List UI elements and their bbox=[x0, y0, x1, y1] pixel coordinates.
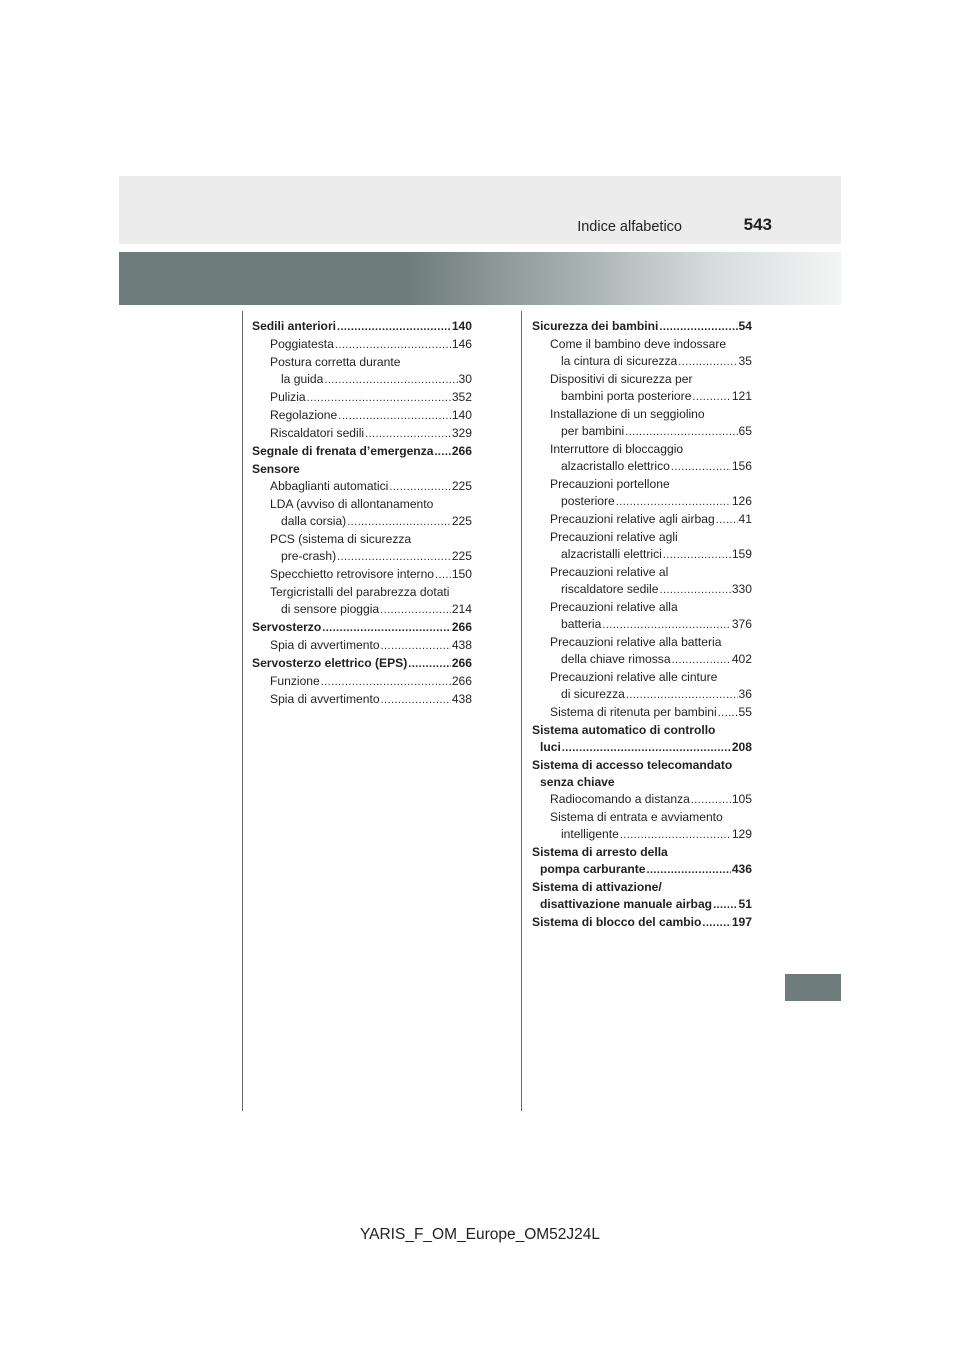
dot-leader bbox=[691, 792, 731, 809]
index-entry bbox=[532, 896, 752, 914]
dot-leader bbox=[324, 372, 457, 389]
index-entry bbox=[252, 389, 472, 407]
dot-leader bbox=[659, 319, 737, 336]
index-entry bbox=[532, 318, 752, 336]
index-entry-text: la cintura di sicurezza bbox=[561, 354, 678, 368]
index-entry-page: 208 bbox=[731, 740, 752, 754]
index-entry-text: Spia di avvertimento bbox=[270, 638, 380, 652]
index-entry-page: 30 bbox=[458, 372, 472, 386]
index-entry-text: Sistema di blocco del cambio bbox=[532, 915, 702, 929]
index-entry-text: batteria bbox=[561, 617, 602, 631]
index-entry bbox=[252, 655, 472, 673]
index-entry bbox=[532, 458, 752, 476]
index-entry-text: Poggiatesta bbox=[270, 337, 334, 351]
index-entry-text: Interruttore di bloccaggio bbox=[550, 442, 684, 456]
index-entry bbox=[532, 546, 752, 564]
index-entry-page: 438 bbox=[451, 638, 472, 652]
dot-leader bbox=[321, 674, 451, 691]
index-entry-page: 402 bbox=[731, 652, 752, 666]
dot-leader bbox=[380, 602, 451, 619]
dot-leader bbox=[692, 389, 730, 406]
index-entry-text: Sistema automatico di controllo bbox=[532, 723, 716, 737]
index-entry-text: per bambini bbox=[561, 424, 625, 438]
index-entry-text: Segnale di frenata d’emergenza bbox=[252, 444, 434, 458]
dot-leader bbox=[663, 547, 731, 564]
index-entry bbox=[532, 599, 752, 616]
dot-leader bbox=[562, 740, 731, 757]
index-entry-page: 156 bbox=[731, 459, 752, 473]
index-entry-page: 51 bbox=[738, 897, 752, 911]
index-entry-page: 266 bbox=[451, 656, 472, 670]
index-entry-text: bambini porta posteriore bbox=[561, 389, 692, 403]
index-entry-page: 36 bbox=[738, 687, 752, 701]
index-entry bbox=[252, 478, 472, 496]
index-entry-text: alzacristalli elettrici bbox=[561, 547, 662, 561]
dot-leader bbox=[365, 426, 451, 443]
dot-leader bbox=[671, 459, 731, 476]
dot-leader bbox=[620, 827, 731, 844]
dot-leader bbox=[408, 656, 451, 673]
index-entry bbox=[532, 371, 752, 388]
index-entry-page: 65 bbox=[738, 424, 752, 438]
index-entry-page: 436 bbox=[731, 862, 752, 876]
index-entry bbox=[532, 511, 752, 529]
dot-leader bbox=[626, 687, 738, 704]
index-entry bbox=[532, 616, 752, 634]
index-entry-text: Precauzioni relative alla batteria bbox=[550, 635, 722, 649]
dot-leader bbox=[659, 582, 730, 599]
dot-leader bbox=[337, 319, 451, 336]
index-entry-text: riscaldatore sedile bbox=[561, 582, 659, 596]
index-entry-page: 146 bbox=[451, 337, 472, 351]
index-entry bbox=[532, 406, 752, 423]
index-entry-text: Specchietto retrovisore interno bbox=[270, 567, 435, 581]
dot-leader bbox=[335, 337, 451, 354]
index-entry-text: la guida bbox=[281, 372, 324, 386]
index-entry bbox=[252, 513, 472, 531]
index-entry bbox=[532, 441, 752, 458]
index-entry bbox=[532, 564, 752, 581]
index-entry-page: 159 bbox=[731, 547, 752, 561]
section-title: Indice alfabetico bbox=[577, 219, 682, 235]
index-entry bbox=[532, 423, 752, 441]
header-gradient-bar bbox=[119, 252, 841, 305]
index-entry bbox=[532, 634, 752, 651]
index-entry-text: alzacristallo elettrico bbox=[561, 459, 670, 473]
page-number: 543 bbox=[743, 215, 772, 234]
index-entry-text: Sedili anteriori bbox=[252, 319, 337, 333]
index-entry-text: Sistema di entrata e avviamento bbox=[550, 810, 723, 824]
index-entry-text: Installazione di un seggiolino bbox=[550, 407, 705, 421]
index-entry-page: 352 bbox=[451, 390, 472, 404]
index-entry-text: Riscaldatori sedili bbox=[270, 426, 365, 440]
index-entry-text: disattivazione manuale airbag bbox=[540, 897, 713, 911]
index-entry-text: Tergicristalli del parabrezza dotati bbox=[270, 585, 450, 599]
index-entry-text: LDA (avviso di allontanamento bbox=[270, 497, 434, 511]
dot-leader bbox=[435, 567, 451, 584]
index-entry-text: luci bbox=[540, 740, 561, 754]
dot-leader bbox=[381, 638, 451, 655]
index-entry bbox=[252, 371, 472, 389]
index-entry-page: 214 bbox=[451, 602, 472, 616]
index-entry-text: della chiave rimossa bbox=[561, 652, 671, 666]
index-entry bbox=[532, 774, 752, 791]
index-entry-text: Sistema di ritenuta per bambini bbox=[550, 705, 717, 719]
index-entry-text: Servosterzo elettrico (EPS) bbox=[252, 656, 408, 670]
index-entry-text: Regolazione bbox=[270, 408, 338, 422]
index-entry-page: 225 bbox=[451, 549, 472, 563]
index-entry-text: senza chiave bbox=[540, 775, 615, 789]
index-entry-page: 140 bbox=[451, 408, 472, 422]
index-entry bbox=[532, 336, 752, 353]
document-code: YARIS_F_OM_Europe_OM52J24L bbox=[359, 1226, 601, 1243]
index-entry bbox=[252, 548, 472, 566]
index-entry-page: 105 bbox=[731, 792, 752, 806]
index-entry-page: 225 bbox=[451, 479, 472, 493]
index-entry bbox=[252, 673, 472, 691]
index-entry bbox=[532, 844, 752, 861]
index-entry bbox=[532, 669, 752, 686]
index-entry bbox=[252, 443, 472, 461]
index-entry bbox=[532, 581, 752, 599]
index-entry-text: Sensore bbox=[252, 462, 300, 476]
index-entry-page: 41 bbox=[738, 512, 752, 526]
index-entry-page: 330 bbox=[731, 582, 752, 596]
index-entry-text: PCS (sistema di sicurezza bbox=[270, 532, 412, 546]
index-entry-page: 129 bbox=[731, 827, 752, 841]
index-entry bbox=[532, 686, 752, 704]
index-entry-text: Sistema di accesso telecomandato bbox=[532, 758, 733, 772]
index-entry bbox=[252, 691, 472, 709]
index-entry-text: Precauzioni relative al bbox=[550, 565, 669, 579]
index-entry-text: Sistema di attivazione/ bbox=[532, 880, 662, 894]
index-entry bbox=[532, 353, 752, 371]
index-entry bbox=[532, 493, 752, 511]
index-entry-text: dalla corsia) bbox=[281, 514, 347, 528]
index-column-right bbox=[532, 318, 752, 932]
index-entry-text: Funzione bbox=[270, 674, 320, 688]
dot-leader bbox=[678, 354, 737, 371]
index-entry bbox=[532, 739, 752, 757]
index-entry bbox=[252, 496, 472, 513]
dot-leader bbox=[647, 862, 731, 879]
index-entry bbox=[252, 461, 472, 478]
index-entry-page: 266 bbox=[451, 444, 472, 458]
dot-leader bbox=[322, 620, 451, 637]
index-entry-page: 225 bbox=[451, 514, 472, 528]
index-entry bbox=[252, 531, 472, 548]
index-entry bbox=[252, 619, 472, 637]
index-entry bbox=[532, 914, 752, 932]
dot-leader bbox=[389, 479, 450, 496]
dot-leader bbox=[347, 514, 451, 531]
index-entry-page: 438 bbox=[451, 692, 472, 706]
index-entry-text: Abbaglianti automatici bbox=[270, 479, 389, 493]
index-entry-text: di sicurezza bbox=[561, 687, 625, 701]
index-entry bbox=[532, 879, 752, 896]
index-entry bbox=[532, 651, 752, 669]
index-entry-page: 140 bbox=[451, 319, 472, 333]
index-entry bbox=[252, 637, 472, 655]
index-entry bbox=[252, 354, 472, 371]
index-entry-page: 150 bbox=[451, 567, 472, 581]
index-entry bbox=[532, 861, 752, 879]
dot-leader bbox=[672, 652, 731, 669]
index-entry bbox=[532, 722, 752, 739]
dot-leader bbox=[616, 494, 731, 511]
index-entry bbox=[252, 407, 472, 425]
index-entry bbox=[532, 757, 752, 774]
index-entry-text: Precauzioni portellone bbox=[550, 477, 670, 491]
index-entry bbox=[252, 584, 472, 601]
index-entry-text: Precauzioni relative alle cinture bbox=[550, 670, 718, 684]
index-entry bbox=[532, 826, 752, 844]
index-entry-text: Servosterzo bbox=[252, 620, 322, 634]
index-entry-page: 35 bbox=[738, 354, 752, 368]
index-entry-text: Precauzioni relative agli airbag bbox=[550, 512, 715, 526]
index-entry-page: 376 bbox=[731, 617, 752, 631]
index-entry bbox=[532, 809, 752, 826]
dot-leader bbox=[702, 915, 730, 932]
dot-leader bbox=[338, 408, 451, 425]
index-entry bbox=[252, 425, 472, 443]
index-entry-page: 54 bbox=[738, 319, 752, 333]
index-entry-page: 121 bbox=[731, 389, 752, 403]
dot-leader bbox=[434, 444, 450, 461]
index-entry bbox=[532, 704, 752, 722]
index-entry bbox=[252, 601, 472, 619]
dot-leader bbox=[307, 390, 451, 407]
index-entry-text: intelligente bbox=[561, 827, 619, 841]
index-entry-text: Precauzioni relative agli bbox=[550, 530, 678, 544]
index-entry-text: Postura corretta durante bbox=[270, 355, 401, 369]
dot-leader bbox=[625, 424, 737, 441]
index-entry-page: 126 bbox=[731, 494, 752, 508]
index-entry bbox=[532, 388, 752, 406]
index-column-left bbox=[252, 318, 472, 709]
right-column-rule bbox=[521, 311, 522, 1111]
index-entry-text: posteriore bbox=[561, 494, 615, 508]
index-entry bbox=[532, 791, 752, 809]
section-tab-marker bbox=[785, 974, 841, 1001]
dot-leader bbox=[602, 617, 730, 634]
index-entry-page: 197 bbox=[731, 915, 752, 929]
index-entry-text: pompa carburante bbox=[540, 862, 646, 876]
index-entry-page: 266 bbox=[451, 620, 472, 634]
dot-leader bbox=[713, 897, 737, 914]
index-entry-text: Precauzioni relative alla bbox=[550, 600, 678, 614]
dot-leader bbox=[381, 692, 451, 709]
left-column-rule bbox=[242, 311, 243, 1111]
dot-leader bbox=[337, 549, 451, 566]
index-entry-text: Come il bambino deve indossare bbox=[550, 337, 727, 351]
dot-leader bbox=[718, 705, 738, 722]
index-entry-page: 55 bbox=[738, 705, 752, 719]
index-entry-text: Radiocomando a distanza bbox=[550, 792, 690, 806]
index-entry-text: Sistema di arresto della bbox=[532, 845, 668, 859]
index-entry bbox=[252, 318, 472, 336]
index-entry-page: 329 bbox=[451, 426, 472, 440]
index-entry bbox=[532, 476, 752, 493]
index-entry-text: Pulizia bbox=[270, 390, 306, 404]
index-entry-text: pre-crash) bbox=[281, 549, 337, 563]
index-entry-page: 266 bbox=[451, 674, 472, 688]
index-entry bbox=[252, 566, 472, 584]
index-entry-text: Sicurezza dei bambini bbox=[532, 319, 659, 333]
index-entry-text: di sensore pioggia bbox=[281, 602, 380, 616]
index-entry-text: Spia di avvertimento bbox=[270, 692, 380, 706]
dot-leader bbox=[716, 512, 738, 529]
index-entry bbox=[252, 336, 472, 354]
index-entry bbox=[532, 529, 752, 546]
index-entry-text: Dispositivi di sicurezza per bbox=[550, 372, 693, 386]
